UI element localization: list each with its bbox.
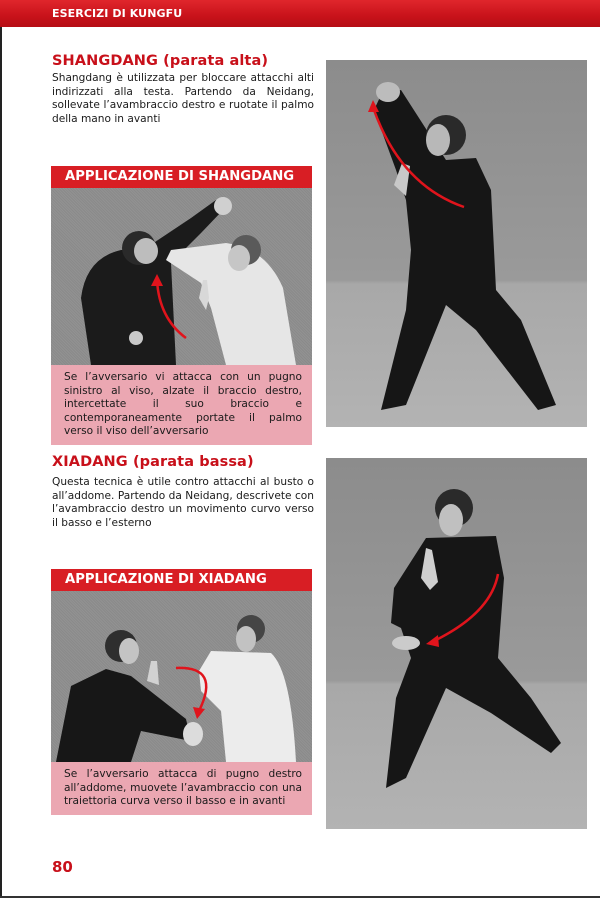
application-caption-shangdang: Se l’avversario vi attacca con un pugno sinistro al viso, alzate il braccio destro, intercettate il suo braccio e contemporaneamente portate il palmo verso il viso dell’avversario: [51, 365, 312, 445]
application-illustration-xiadang: [51, 591, 312, 762]
chapter-header-bar: [0, 0, 600, 27]
application-title-shangdang: APPLICAZIONE DI SHANGDANG: [51, 166, 312, 188]
technique-illustration-shangdang: [326, 60, 587, 427]
application-caption-xiadang: Se l’avversario attacca di pugno destro all’addome, muovete l’avambraccio con una traiettoria curva verso il basso e in avanti: [51, 762, 312, 815]
chapter-title: ESERCIZI DI KUNGFU: [52, 7, 183, 20]
section-body-xiadang: Questa tecnica è utile contro attacchi al busto o all’addome. Partendo da Neidang, descrivete con l’avambraccio destro un movimento curvo verso il basso e l’esterno: [52, 476, 314, 529]
section-body-shangdang: Shangdang è utilizzata per bloccare attacchi alti indirizzati alla testa. Partendo da Neidang, sollevate l’avambraccio destro e ruotate il palmo della mano in avanti: [52, 72, 314, 125]
application-photo-shangdang: [51, 188, 312, 365]
section-title-xiadang: XIADANG (parata bassa): [52, 454, 254, 470]
technique-illustration-xiadang: [326, 458, 587, 829]
application-title-xiadang: APPLICAZIONE DI XIADANG: [51, 569, 312, 591]
page-number: 80: [52, 858, 73, 876]
application-box-xiadang: [51, 569, 312, 815]
application-photo-xiadang: [51, 591, 312, 762]
application-box-shangdang: [51, 166, 312, 445]
page-left-rule: [0, 0, 2, 898]
application-illustration-shangdang: [51, 188, 312, 365]
technique-photo-xiadang: [326, 458, 587, 829]
section-title-shangdang: SHANGDANG (parata alta): [52, 53, 269, 69]
technique-photo-shangdang: [326, 60, 587, 427]
